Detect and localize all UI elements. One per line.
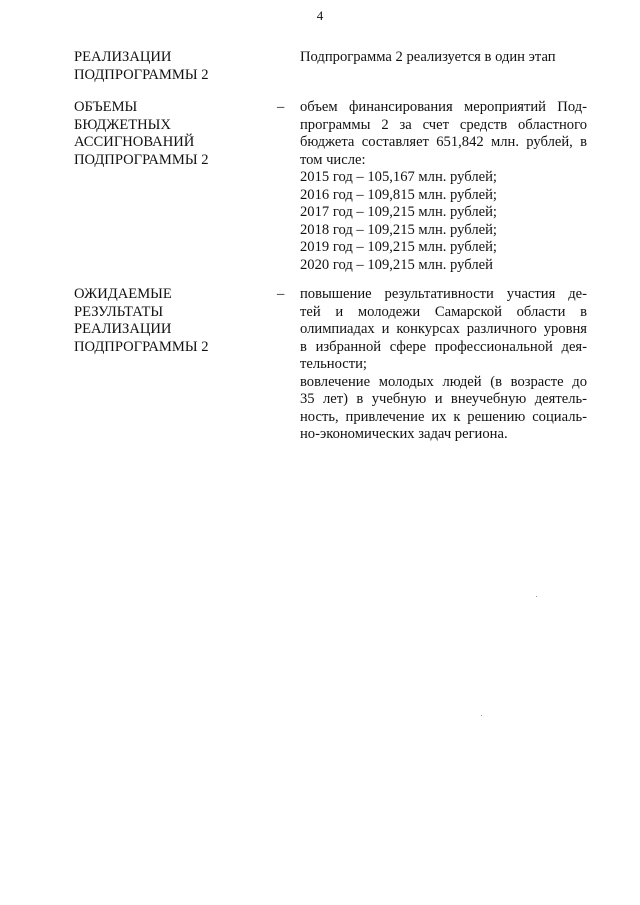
content-line: Подпрограмма 2 реализуется в один этап (300, 49, 556, 65)
content-line: но-экономических задач региона. (300, 426, 508, 442)
section-label (74, 99, 264, 169)
section-dash: – (277, 286, 285, 302)
label-line: ПОДПРОГРАММЫ 2 (74, 66, 209, 83)
funding-year-line: 2020 год – 109,215 млн. рублей (300, 256, 493, 273)
content-line: тельности; (300, 356, 367, 372)
section-content (300, 99, 587, 274)
funding-year-line: 2015 год – 105,167 млн. рублей; (300, 169, 497, 185)
content-line: 35 лет) в учебную и внеучебную деятель- (300, 391, 587, 407)
label-line: РЕЗУЛЬТАТЫ (74, 303, 164, 320)
page-number: 4 (316, 8, 324, 23)
label-line: ПОДПРОГРАММЫ 2 (74, 338, 209, 355)
content-line: вовлечение молодых людей (в возрасте до (300, 373, 587, 390)
label-line: ОБЪЕМЫ (74, 99, 138, 115)
section-content (300, 286, 587, 444)
content-line: ность, привлечение их к решению социаль- (300, 408, 587, 425)
scan-speck (536, 596, 537, 597)
funding-year-line: 2016 год – 109,815 млн. рублей; (300, 186, 497, 203)
content-line: том числе: (300, 151, 366, 168)
label-line: БЮДЖЕТНЫХ (74, 116, 171, 133)
content-line: олимпиадах и конкурсах различного уровня (300, 321, 587, 337)
funding-year-line: 2019 год – 109,215 млн. рублей; (300, 239, 497, 255)
content-line: бюджета составляет 651,842 млн. рублей, в (300, 134, 587, 150)
label-line: ОЖИДАЕМЫЕ (74, 286, 172, 302)
section-content (300, 49, 587, 67)
label-line: РЕАЛИЗАЦИИ (74, 49, 172, 65)
section-label (74, 49, 264, 84)
content-line: объем финансирования мероприятий Под- (300, 99, 587, 115)
content-line: тей и молодежи Самарской области в (300, 303, 587, 320)
funding-year-line: 2018 год – 109,215 млн. рублей; (300, 221, 497, 238)
label-line: ПОДПРОГРАММЫ 2 (74, 151, 209, 168)
section-dash: – (277, 99, 285, 115)
scan-speck (481, 715, 482, 716)
content-line: повышение результативности участия де- (300, 286, 587, 302)
section-label (74, 286, 264, 356)
label-line: РЕАЛИЗАЦИИ (74, 321, 172, 337)
funding-year-line: 2017 год – 109,215 млн. рублей; (300, 204, 497, 220)
content-line: программы 2 за счет средств областного (300, 116, 587, 133)
content-line: в избранной сфере профессиональной дея- (300, 338, 587, 355)
label-line: АССИГНОВАНИЙ (74, 134, 195, 150)
